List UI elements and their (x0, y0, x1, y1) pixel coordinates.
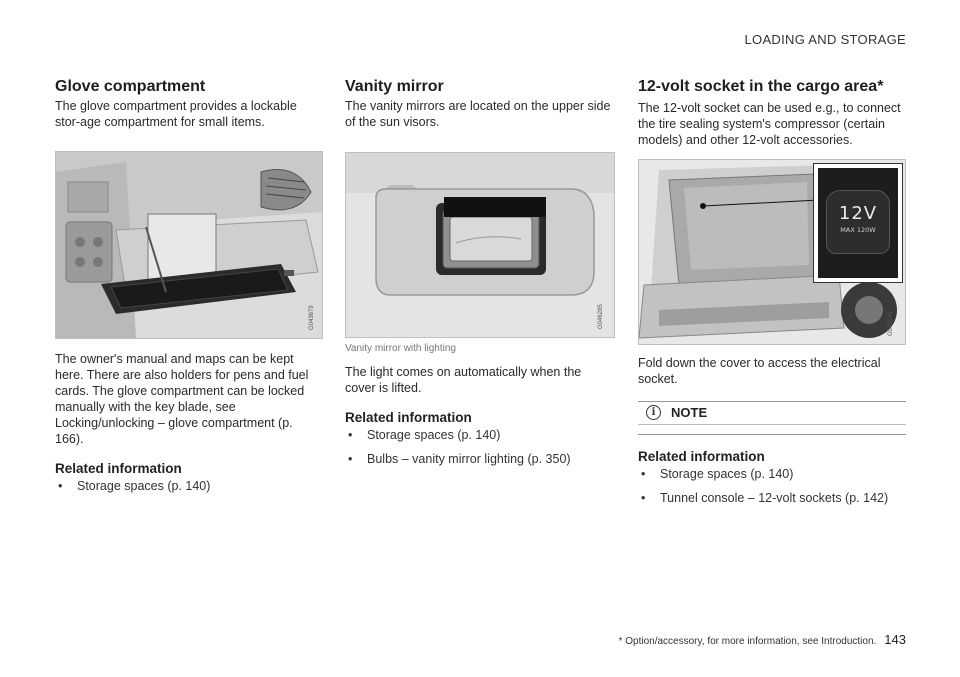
glove-compartment-illustration (55, 151, 323, 339)
section-title: 12-volt socket in the cargo area* (638, 78, 884, 95)
body-text: Fold down the cover to access the electrical socket. (638, 356, 881, 386)
cargo-area-socket-illustration (638, 159, 906, 345)
socket-cover (826, 190, 890, 254)
related-link[interactable] (345, 451, 615, 467)
related-link-text: Storage spaces (p. 140) (660, 467, 794, 481)
bullet: • (58, 479, 63, 493)
figure-code: G046285 (598, 304, 604, 329)
related-link[interactable] (55, 478, 323, 494)
related-link-text: Bulbs – vanity mirror lighting (p. 350) (367, 452, 571, 466)
page-number: 143 (884, 632, 906, 647)
body-text: The owner's manual and maps can be kept here. There are also holders for pens and fuel cards. The glove compartment can be locked manually with the key blade, see Locking/unlocking – glove compartment (p. 166). (55, 352, 309, 446)
intro-text: The vanity mirrors are located on the upper side of the sun visors. (345, 99, 611, 129)
vanity-mirror-section (345, 78, 615, 475)
section-title: Vanity mirror (345, 78, 444, 95)
bullet: • (348, 428, 353, 442)
body-text: The light comes on automatically when the cover is lifted. (345, 365, 582, 395)
socket-label-sub: MAX 120W (840, 226, 876, 234)
page-footer (619, 632, 906, 647)
bullet: • (641, 467, 646, 481)
vanity-mirror-illustration (345, 152, 615, 338)
section-header: LOADING AND STORAGE (744, 32, 906, 47)
related-link-text: Tunnel console – 12-volt sockets (p. 142) (660, 491, 889, 505)
related-info-list (55, 478, 323, 494)
cargo-socket-section (638, 78, 906, 514)
related-link[interactable] (345, 427, 615, 443)
note-box (638, 401, 906, 435)
info-icon: i (646, 405, 661, 420)
note-divider (638, 424, 906, 425)
socket-closeup-inset (813, 163, 903, 283)
intro-text: The 12-volt socket can be used e.g., to connect the tire sealing system's compressor (certain models) and other 12-volt accessories. (638, 101, 901, 147)
related-link-text: Storage spaces (p. 140) (367, 428, 501, 442)
related-info-heading: Related information (345, 410, 472, 425)
related-info-list (638, 466, 906, 506)
related-link[interactable] (638, 466, 906, 482)
glove-compartment-section (55, 78, 323, 502)
figure-caption: Vanity mirror with lighting (345, 343, 456, 354)
bullet: • (348, 452, 353, 466)
figure-code: G043679 (309, 305, 315, 330)
section-title: Glove compartment (55, 78, 206, 95)
figure-code: G045549 (888, 311, 894, 336)
note-label: NOTE (671, 405, 708, 420)
intro-text: The glove compartment provides a lockable stor-age compartment for small items. (55, 99, 297, 129)
related-info-heading: Related information (55, 461, 182, 476)
related-info-heading: Related information (638, 449, 765, 464)
related-info-list (345, 427, 615, 467)
socket-label-main: 12V (838, 203, 878, 224)
related-link[interactable] (638, 490, 906, 506)
footnote: * Option/accessory, for more information, see Introduction. (618, 636, 877, 647)
bullet: • (641, 491, 646, 505)
related-link-text: Storage spaces (p. 140) (77, 479, 211, 493)
